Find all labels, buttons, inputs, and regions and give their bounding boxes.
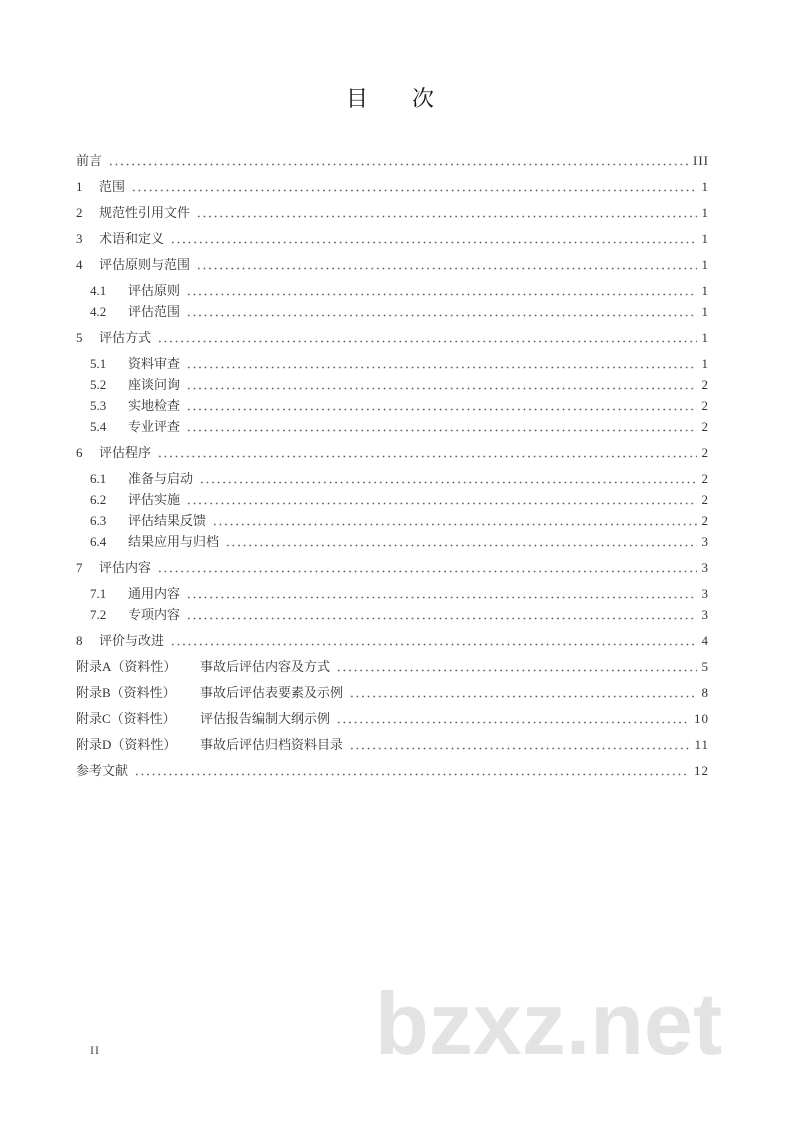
toc-entry-page: 2: [701, 513, 709, 528]
toc-entry-title: 评估结果反馈: [128, 513, 207, 528]
dot-leader: [108, 150, 688, 171]
toc-subentry: [76, 416, 709, 437]
footer-page-number: II: [90, 1043, 100, 1057]
page-title: 目 次: [345, 87, 434, 112]
dot-leader: [186, 374, 696, 395]
toc-entry-title: 评估范围: [128, 304, 181, 319]
toc-appendix-entry: [76, 708, 709, 729]
toc-entry-title: 座谈问询: [128, 377, 181, 392]
dot-leader: [134, 760, 689, 781]
toc-entry-references: [76, 760, 709, 781]
toc-entry-number: 6.1: [90, 471, 107, 486]
toc-entry-title: 实地检查: [128, 398, 181, 413]
toc-entry-page: 1: [701, 304, 709, 319]
toc-entry-page: 2: [701, 471, 709, 486]
toc-subentry: [76, 510, 709, 531]
toc-entry-title: 前言: [76, 153, 103, 168]
dot-leader: [186, 583, 696, 604]
toc-entry-title: 事故后评估内容及方式: [200, 659, 331, 674]
dot-leader: [170, 630, 696, 651]
toc-entry-title: 资料审查: [128, 356, 181, 371]
toc-entry-page: 4: [701, 633, 709, 648]
toc-entry-number: 4.2: [90, 304, 107, 319]
toc-entry-page: 2: [701, 377, 709, 392]
toc-entry-number: 7.2: [90, 607, 107, 622]
dot-leader: [186, 353, 696, 374]
toc-appendix-label: 附录A（资料性）: [76, 659, 177, 674]
toc-entry-title: 术语和定义: [99, 231, 165, 246]
toc-entry-title: 专项内容: [128, 607, 181, 622]
dot-leader: [336, 656, 696, 677]
dot-leader: [157, 557, 696, 578]
toc-entry-number: 6.2: [90, 492, 107, 507]
toc-entry-title: 评估方式: [99, 330, 152, 345]
dot-leader: [186, 280, 696, 301]
toc-entry: [76, 442, 709, 463]
dot-leader: [170, 228, 696, 249]
toc-entry-title: 通用内容: [128, 586, 181, 601]
toc-subentry: [76, 395, 709, 416]
toc-entry-number: 7: [76, 560, 83, 575]
dot-leader: [157, 442, 696, 463]
toc-appendix-label: 附录D（资料性）: [76, 737, 177, 752]
dot-leader: [349, 682, 696, 703]
toc-subentry: [76, 489, 709, 510]
toc-subentry: [76, 280, 709, 301]
toc-entry-page: 2: [701, 445, 709, 460]
watermark: bzxz.net: [375, 974, 723, 1073]
dot-leader: [196, 254, 696, 275]
toc-entry-page: 2: [701, 419, 709, 434]
dot-leader: [186, 604, 696, 625]
toc-entry: [76, 630, 709, 651]
toc-entry-page: 12: [694, 763, 709, 778]
toc-entry-number: 2: [76, 205, 83, 220]
toc-entry-title: 评估原则: [128, 283, 181, 298]
toc-appendix-label: 附录B（资料性）: [76, 685, 176, 700]
toc-subentry: [76, 583, 709, 604]
dot-leader: [157, 327, 696, 348]
dot-leader: [186, 395, 696, 416]
toc-entry: [76, 254, 709, 275]
toc-entry: [76, 557, 709, 578]
toc-entry-page: 1: [701, 257, 709, 272]
toc-entry-number: 5.3: [90, 398, 107, 413]
toc-entry-title: 评估报告编制大纲示例: [200, 711, 331, 726]
toc-entry-page: 1: [701, 330, 709, 345]
toc-entry-number: 6.4: [90, 534, 107, 549]
toc-entry-number: 5: [76, 330, 83, 345]
toc-entry-number: 1: [76, 179, 83, 194]
toc-entry-number: 5.4: [90, 419, 107, 434]
toc-entry-number: 7.1: [90, 586, 107, 601]
dot-leader: [131, 176, 696, 197]
toc-subentry: [76, 374, 709, 395]
toc-entry-page: 1: [701, 205, 709, 220]
toc-appendix-entry: [76, 734, 709, 755]
toc-entry-page: 10: [694, 711, 709, 726]
dot-leader: [225, 531, 696, 552]
toc-subentry: [76, 468, 709, 489]
toc-entry-page: 1: [701, 283, 709, 298]
toc-entry-page: 2: [701, 398, 709, 413]
toc-entry-page: 8: [701, 685, 709, 700]
toc-entry-number: 6.3: [90, 513, 107, 528]
toc-entry: [76, 176, 709, 197]
dot-leader: [349, 734, 689, 755]
toc-entry-page: 5: [701, 659, 709, 674]
toc-entry-title: 评估实施: [128, 492, 181, 507]
toc-entry-page: 1: [701, 179, 709, 194]
toc-entry-title: 结果应用与归档: [128, 534, 220, 549]
dot-leader: [336, 708, 689, 729]
dot-leader: [212, 510, 696, 531]
dot-leader: [199, 468, 696, 489]
toc-entry: [76, 202, 709, 223]
dot-leader: [196, 202, 696, 223]
toc-subentry: [76, 301, 709, 322]
dot-leader: [186, 416, 696, 437]
toc-entry-title: 评估原则与范围: [99, 257, 191, 272]
dot-leader: [186, 301, 696, 322]
toc-entry-page: III: [693, 153, 709, 168]
toc-entry: [76, 228, 709, 249]
toc-subentry: [76, 604, 709, 625]
toc-appendix-label: 附录C（资料性）: [76, 711, 176, 726]
toc-appendix-entry: [76, 656, 709, 677]
toc-subentry: [76, 531, 709, 552]
table-of-contents: [76, 145, 709, 781]
toc-entry-page: 3: [701, 607, 709, 622]
toc-entry-foreword: [76, 150, 709, 171]
toc-entry-number: 5.2: [90, 377, 107, 392]
toc-entry-number: 8: [76, 633, 83, 648]
toc-entry-title: 范围: [99, 179, 126, 194]
toc-entry-page: 3: [701, 586, 709, 601]
toc-entry-number: 5.1: [90, 356, 107, 371]
toc-entry-page: 3: [701, 534, 709, 549]
toc-appendix-entry: [76, 682, 709, 703]
toc-entry-title: 评价与改进: [99, 633, 165, 648]
toc-entry-page: 1: [701, 356, 709, 371]
toc-entry-number: 3: [76, 231, 83, 246]
dot-leader: [186, 489, 696, 510]
toc-entry-title: 规范性引用文件: [99, 205, 191, 220]
toc-subentry: [76, 353, 709, 374]
toc-entry-page: 3: [701, 560, 709, 575]
toc-entry-title: 事故后评估归档资料目录: [200, 737, 344, 752]
toc-entry-title: 评估程序: [99, 445, 152, 460]
toc-entry-title: 专业评查: [128, 419, 181, 434]
toc-entry-title: 评估内容: [99, 560, 152, 575]
toc-entry-page: 2: [701, 492, 709, 507]
toc-entry-number: 4: [76, 257, 83, 272]
toc-entry-number: 4.1: [90, 283, 107, 298]
toc-entry-page: 1: [701, 231, 709, 246]
toc-entry: [76, 327, 709, 348]
toc-entry-title: 事故后评估表要素及示例: [200, 685, 344, 700]
toc-entry-number: 6: [76, 445, 83, 460]
toc-entry-page: 11: [694, 737, 709, 752]
toc-entry-title: 准备与启动: [128, 471, 194, 486]
toc-entry-title: 参考文献: [76, 763, 129, 778]
